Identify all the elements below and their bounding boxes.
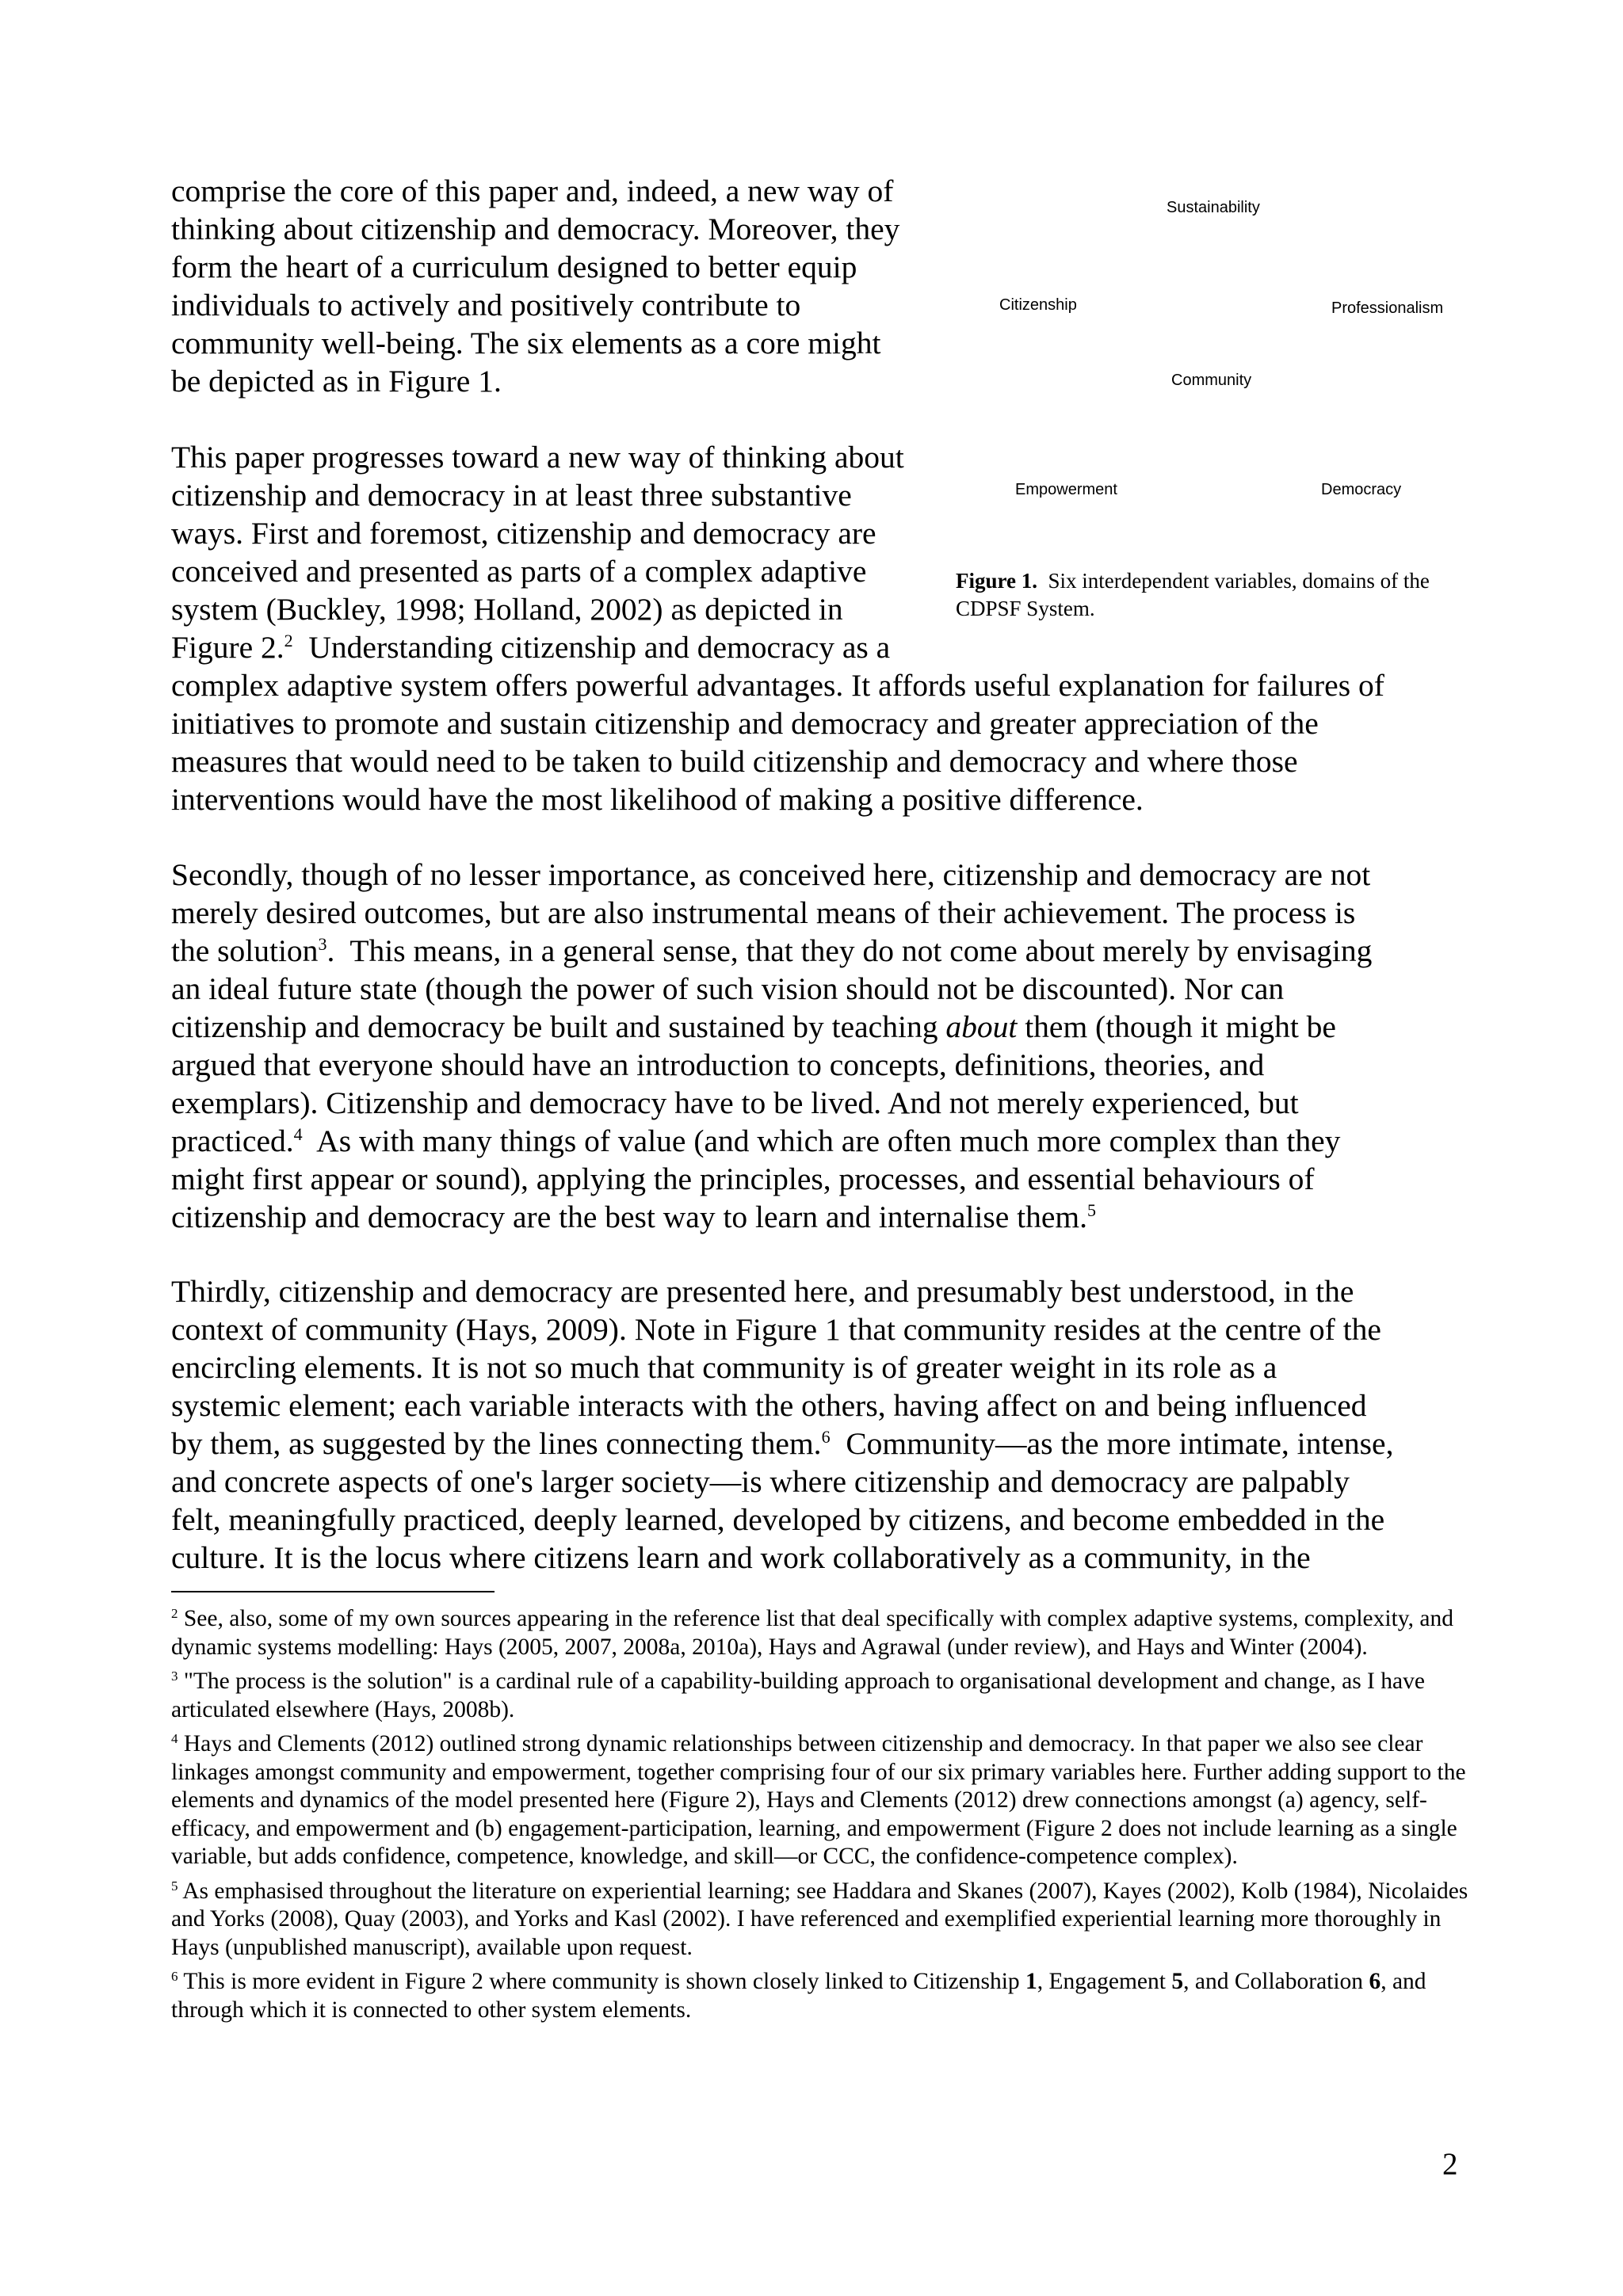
footnote-number: 5 [171, 1878, 178, 1894]
paragraph-process-solution [171, 856, 1471, 1236]
body-line [171, 1425, 1471, 1463]
body-line: citizenship and democracy in at least three substantive [171, 478, 852, 513]
caption-label: Figure 1. [956, 569, 1037, 593]
line-text: Figure 2. [171, 630, 285, 665]
node-democracy: Democracy [1321, 481, 1402, 498]
footnote-6 [171, 1968, 1471, 2024]
body-line: be depicted as in Figure 1. [171, 364, 502, 399]
page-number: 2 [1442, 2147, 1458, 2181]
body-line: measures that would need to be taken to build citizenship and democracy and where those [171, 744, 1298, 779]
footnote-bold: 1 [1025, 1969, 1037, 1994]
footnotes [171, 1605, 1471, 2031]
body-line [171, 1008, 1471, 1046]
body-line: culture. It is the locus where citizens learn and work collaboratively as a community, in the [171, 1540, 1311, 1575]
emphasis-about: about [945, 1009, 1018, 1044]
figure-1-diagram [955, 174, 1478, 523]
node-citizenship: Citizenship [999, 296, 1077, 314]
footnote-bold: 5 [1171, 1969, 1184, 1994]
body-line: conceived and presented as parts of a complex adaptive [171, 554, 867, 589]
node-community: Community [1171, 372, 1252, 389]
body-line: ways. First and foremost, citizenship and democracy are [171, 516, 876, 551]
body-line: exemplars). Citizenship and democracy have to be lived. And not merely experienced, but [171, 1085, 1299, 1120]
paragraph-community [171, 1272, 1471, 1577]
body-line [171, 1198, 1471, 1236]
footnote-2 [171, 1605, 1471, 1661]
body-line: felt, meaningfully practiced, deeply learned, developed by citizens, and become embedded in the [171, 1502, 1385, 1537]
footnote-4 [171, 1730, 1471, 1871]
line-text: by them, as suggested by the lines connecting them. [171, 1426, 822, 1461]
footnote-ref-6[interactable]: 6 [821, 1427, 831, 1447]
line-text: citizenship and democracy be built and sustained by teaching [171, 1009, 946, 1044]
footnote-separator [171, 1591, 495, 1592]
body-line: encircling elements. It is not so much that community is of greater weight in its role as a [171, 1350, 1277, 1385]
footnote-ref-2[interactable]: 2 [284, 631, 293, 650]
footnote-ref-3[interactable]: 3 [318, 934, 327, 954]
footnote-text: This is more evident in Figure 2 where community is shown closely linked to Citizenship [178, 1969, 1026, 1994]
footnote-text: See, also, some of my own sources appearing in the reference list that deal specifically with complex adaptive systems, complexity, and dynamic systems modelling: Hays (2005, 2007, 2008a, 2010a), Hays and Agrawal (under review), and Hays and Winter (2004). [171, 1606, 1453, 1660]
line-text: them (though it might be [1017, 1009, 1336, 1044]
footnote-text: Hays and Clements (2012) outlined strong dynamic relationships between citizenship and democracy. In that paper we also see clear linkages amongst community and empowerment, together comprising four of our six primary variables here. Further adding support to the elements and dynamics of the model presented here (Figure 2), Hays and Clements (2012) drew connections amongst (a) agency, self-efficacy, and empowerment and (b) engagement-participation, learning, and empowerment (Figure 2 does not include learning as a single variable, but adds confidence, competence, knowledge, and skill—or CCC, the confidence-competence complex). [171, 1731, 1466, 1869]
line-text: citizenship and democracy are the best way to learn and internalise them. [171, 1199, 1088, 1234]
line-text: Community—as the more intimate, intense, [830, 1426, 1394, 1461]
body-line [171, 932, 1471, 970]
node-empowerment: Empowerment [1015, 481, 1117, 498]
footnote-number: 4 [171, 1731, 178, 1746]
line-text: . This means, in a general sense, that they do not come about merely by envisaging [327, 933, 1373, 968]
body-line: might first appear or sound), applying the principles, processes, and essential behaviours of [171, 1161, 1315, 1196]
node-sustainability: Sustainability [1167, 199, 1260, 216]
footnote-number: 6 [171, 1969, 178, 1984]
line-text: practiced. [171, 1123, 294, 1158]
intro-paragraph [171, 172, 952, 400]
body-line: merely desired outcomes, but are also instrumental means of their achievement. The process is [171, 895, 1356, 930]
body-line [171, 1122, 1471, 1160]
line-text: Understanding citizenship and democracy as a [292, 630, 891, 665]
caption-text: Six interdependent variables, domains of the CDPSF System. [956, 569, 1435, 620]
footnote-5 [171, 1878, 1471, 1962]
body-line: and concrete aspects of one's larger society—is where citizenship and democracy are palpably [171, 1464, 1350, 1499]
body-line: initiatives to promote and sustain citizenship and democracy and greater appreciation of the [171, 706, 1319, 741]
node-professionalism: Professionalism [1331, 299, 1444, 317]
body-line: thinking about citizenship and democracy. Moreover, they [171, 212, 900, 246]
body-line [171, 628, 1471, 666]
body-line: argued that everyone should have an introduction to concepts, definitions, theories, and [171, 1047, 1265, 1082]
body-line: systemic element; each variable interacts with the others, having affect on and being influenced [171, 1388, 1367, 1423]
footnote-text: , and Collaboration [1183, 1969, 1369, 1994]
line-text: the solution [171, 933, 319, 968]
figure-1-caption [956, 567, 1479, 623]
body-line: complex adaptive system offers powerful advantages. It affords useful explanation for failures of [171, 668, 1384, 703]
body-line: This paper progresses toward a new way of thinking about [171, 440, 904, 475]
footnote-text: , Engagement [1037, 1969, 1172, 1994]
body-line: Thirdly, citizenship and democracy are presented here, and presumably best understood, in the [171, 1274, 1354, 1309]
line-text: As with many things of value (and which are often much more complex than they [302, 1123, 1341, 1158]
body-line: an ideal future state (though the power of such vision should not be discounted). Nor can [171, 971, 1285, 1006]
footnote-number: 3 [171, 1669, 178, 1684]
body-line: interventions would have the most likelihood of making a positive difference. [171, 782, 1144, 817]
body-line: comprise the core of this paper and, indeed, a new way of [171, 174, 894, 208]
footnote-text: "The process is the solution" is a cardinal rule of a capability-building approach to organisational development and change, as I have articulated elsewhere (Hays, 2008b). [171, 1669, 1425, 1722]
body-line: context of community (Hays, 2009). Note in Figure 1 that community resides at the centre of the [171, 1312, 1381, 1347]
body-line: form the heart of a curriculum designed to better equip [171, 250, 857, 284]
body-line: community well-being. The six elements as a core might [171, 326, 881, 360]
footnote-ref-4[interactable]: 4 [293, 1124, 303, 1144]
footnote-text: As emphasised throughout the literature on experiential learning; see Haddara and Skanes (2007), Kayes (2002), Kolb (1984), Nicolaides and Yorks (2008), Quay (2003), and Yorks and Kasl (2002). I have referenced and exemplified experiential learning more thoroughly in Hays (unpublished manuscript), available upon request. [171, 1878, 1468, 1960]
footnote-number: 2 [171, 1606, 178, 1621]
footnote-text: , and through which it is connected to other system elements. [171, 1969, 1426, 2023]
footnote-ref-5[interactable]: 5 [1087, 1200, 1097, 1220]
body-line: individuals to actively and positively contribute to [171, 288, 801, 322]
footnote-3 [171, 1668, 1471, 1724]
body-line: Secondly, though of no lesser importance, as conceived here, citizenship and democracy are not [171, 857, 1371, 892]
footnote-bold: 6 [1369, 1969, 1381, 1994]
body-line: system (Buckley, 1998; Holland, 2002) as depicted in [171, 592, 843, 627]
